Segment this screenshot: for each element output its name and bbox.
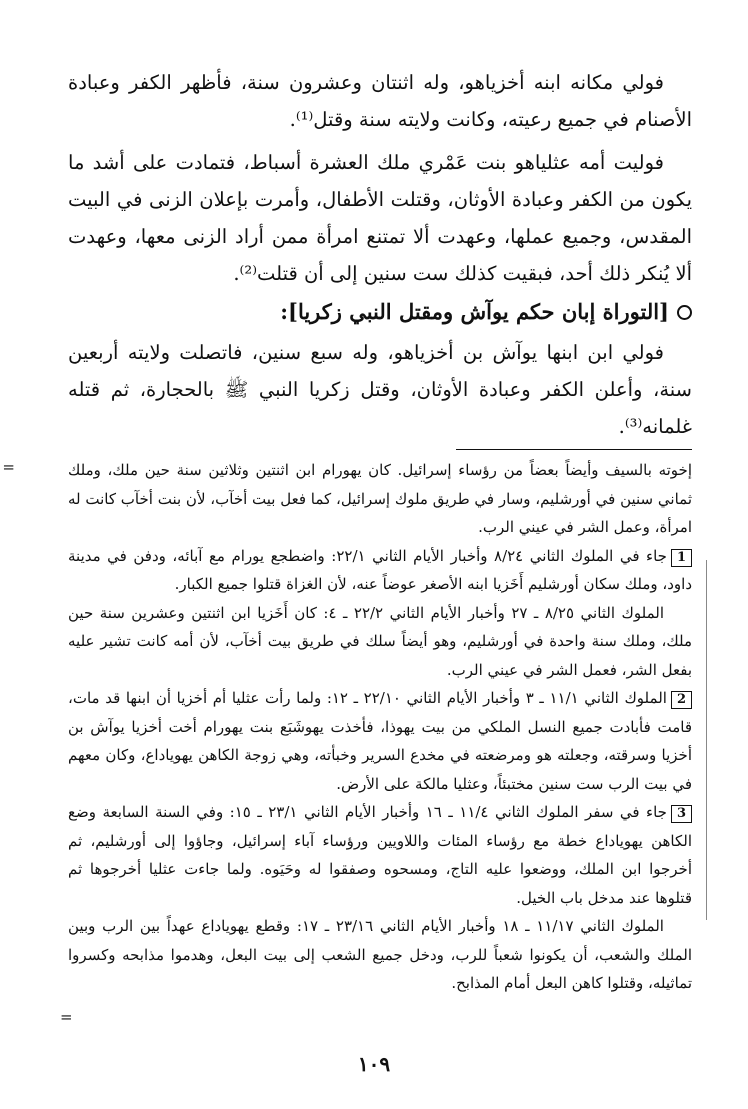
footnote-number-box: 2 <box>671 691 692 709</box>
footnotes <box>68 456 692 998</box>
page-number: ١٠٩ <box>357 1052 391 1076</box>
footnote-number-box: 3 <box>671 805 692 823</box>
footnote-continued: إخوته بالسيف وأيضاً بعضاً من رؤساء إسرائيل. كان يهورام ابن اثنتين وثلاثين سنة حين ملك، وملك ثماني سنين في أورشليم، وسار في طريق ملوك إسرائيل، كما فعل بيت أخآب، لأن بنت أخآب كانت له امرأة، وعمل الشر في عيني الرب. <box>68 461 692 536</box>
footnote-number-box: 1 <box>671 549 692 567</box>
footnote-3 <box>68 798 692 912</box>
main-text-2 <box>68 334 692 445</box>
footnote-2-text: الملوك الثاني ١١/١ ـ ٣ وأخبار الأيام الثاني ٢٢/١٠ ـ ١٢: ولما رأت عثليا أم أخزيا أن ابنها قد مات، قامت فأبادت جميع النسل الملكي من بيت يهوذا، فأخذت يهوشَبَع بنت يهورام أخت أخزيا يوآش بن أخزيا وسرقته، وجعلته هو ومرضعته في مخدع السرير وخبأته، وهي زوجة الكاهن يهوياداع، وكان معهم في بيت الرب ست سنين مختبئاً، وعثليا مالكة على الأرض. <box>68 689 692 793</box>
section-heading-text: [التوراة إبان حكم يوآش ومقتل النبي زكريا]: <box>280 299 669 324</box>
footnote-3-text: جاء في سفر الملوك الثاني ١١/٤ ـ ١٦ وأخبار الأيام الثاني ٢٣/١ ـ ١٥: وفي السنة السابعة وضع الكاهن يهوياداع خطة مع رؤساء المئات واللاويين ورؤساء آباء إسرائيل، وجاؤوا إلى أورشليم، ثم أخرجوا ابن الملك، ووضعوا عليه التاج، ومسحوه وصفقوا له وحَيَوه. ولما جاءت عثليا أخرجوها ثم قتلوها عند مدخل باب الخيل. <box>68 803 692 907</box>
footnote-separator <box>456 449 692 450</box>
circle-bullet-icon <box>677 305 692 320</box>
paragraph-2: فوليت أمه عثلياهو بنت عَمْري ملك العشرة أسباط، فتمادت على أشد ما يكون من الكفر وعبادة الأوثان، وقتلت الأطفال، وأمرت بإعلان الزنى في البيت المقدس، وجميع عملها، وعهدت ألا تمتنع امرأة ممن أراد الزنى معها، وعهدت ألا يُنكر ذلك أحد، فبقيت كذلك ست سنين إلى أن قتلت⁽²⁾. <box>68 151 692 285</box>
footnote-2 <box>68 684 692 798</box>
section-heading <box>68 296 692 328</box>
main-text <box>68 64 692 292</box>
paragraph-3: فولي ابن ابنها يوآش بن أخزياهو، وله سبع سنين، فاتصلت ولايته أربعين سنة، وأعلن الكفر وعبادة الأوثان، وقتل زكريا النبي ﷺ بالحجارة، ثم قتله غلمانه⁽³⁾. <box>68 341 692 438</box>
footnote-1 <box>68 542 692 599</box>
continuation-mark-top: = <box>2 458 15 476</box>
footnote-1-text: جاء في الملوك الثاني ٨/٢٤ وأخبار الأيام الثاني ٢٢/١: واضطجع يورام مع آبائه، ودفن في مدينة داود، وملك سكان أورشليم أَخَزيا ابنه الأصغر عوضاً عنه، لأن الغزاة قتلوا جميع الكبار. <box>68 546 692 593</box>
footnote-1-continued: الملوك الثاني ٨/٢٥ ـ ٢٧ وأخبار الأيام الثاني ٢٢/٢ ـ ٤: كان أَخَزيا ابن اثنتين وعشرين سنة حين ملك، وملك سنة واحدة في أورشليم، وهو أيضاً سلك في طريق بيت أخآب، لأن أمه كانت تشير عليه بفعل الشر، فعمل الشر في عيني الرب. <box>68 603 692 679</box>
continuation-mark-bottom: = <box>60 1008 73 1026</box>
footnote-3-continued: الملوك الثاني ١١/١٧ ـ ١٨ وأخبار الأيام الثاني ٢٣/١٦ ـ ١٧: وقطع يهوياداع عهداً بين الرب وبين الملك والشعب، أن يكونوا شعباً للرب، ودخل جميع الشعب إلى بيت البعل، وهدموا مذابحه وكسروا تماثيله، وقتلوا كاهن البعل أمام المذابح. <box>68 917 692 992</box>
paragraph-1: فولي مكانه ابنه أخزياهو، وله اثنتان وعشرون سنة، فأظهر الكفر وعبادة الأصنام في جميع رعيته، وكانت ولايته سنة وقتل⁽¹⁾. <box>68 71 692 131</box>
margin-rule <box>706 560 707 920</box>
